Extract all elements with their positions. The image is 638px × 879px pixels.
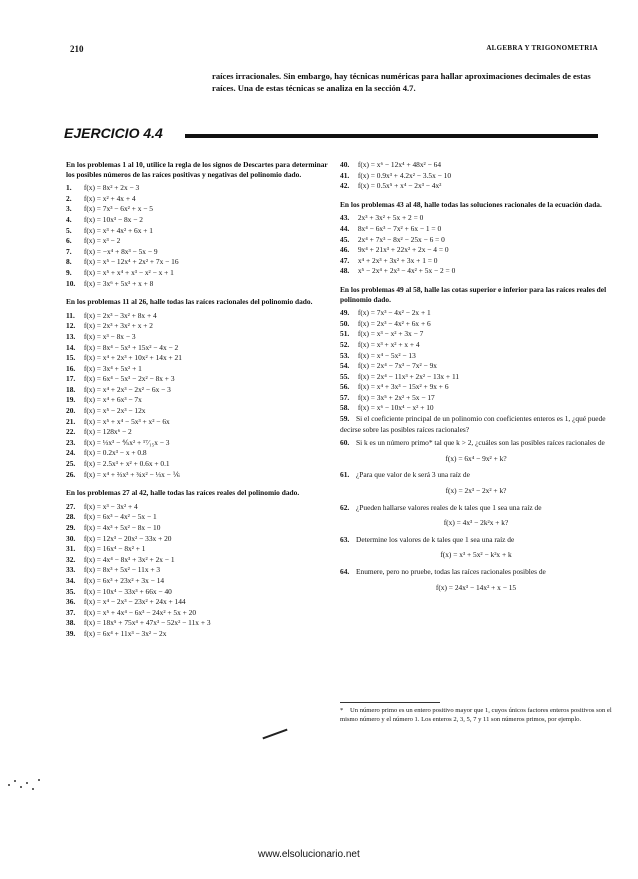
problem-item — [66, 332, 334, 343]
problem-number: 28. — [66, 512, 76, 522]
problem-formula: f(x) = 2x³ − 3x² + 8x + 4 — [83, 310, 157, 320]
problem-formula: f(x) = 0.9x³ + 4.2x² − 3.5x − 10 — [357, 170, 452, 180]
problem-item — [340, 351, 612, 362]
problem-formula: f(x) = 3x⁶ + 5x³ + x + 8 — [83, 278, 154, 288]
problem-number: 37. — [66, 607, 76, 617]
left-column — [66, 160, 334, 640]
problem-number: 35. — [66, 586, 76, 596]
problem-item — [66, 459, 334, 470]
problem-item — [66, 321, 334, 332]
block2-heading: En los problemas 11 al 26, halle todas las raíces racionales del polinomio dado. — [66, 297, 313, 307]
problem-formula: f(x) = 2x³ − 4x² + 6x + 6 — [357, 318, 431, 328]
problem-formula: f(x) = ⅓x³ − ⅘x² + ¹⁷⁄₁₅x − 3 — [83, 437, 170, 447]
problem-number: 46. — [340, 245, 350, 255]
page-number: 210 — [70, 44, 84, 54]
problem-formula: f(x) = 2.5x³ + x² + 0.6x + 0.1 — [83, 459, 170, 469]
problem-formula: f(x) = 128x⁶ − 2 — [83, 427, 132, 437]
problem-formula: f(x) = 2x⁴ − 11x³ + 2x² − 13x + 11 — [357, 371, 460, 381]
problem-63 — [340, 535, 612, 546]
problem-item — [66, 427, 334, 438]
problem-number: 53. — [340, 350, 350, 360]
problem-number: 5. — [66, 225, 72, 235]
problem-item — [66, 374, 334, 385]
problem-number: 27. — [66, 501, 76, 511]
problem-item — [340, 393, 612, 404]
problem-59 — [340, 414, 612, 435]
problem-number: 52. — [340, 339, 350, 349]
problem-item — [66, 438, 334, 449]
problem-number: 26. — [66, 469, 76, 479]
problem-number: 50. — [340, 318, 350, 328]
problem-number: 3. — [66, 204, 72, 214]
problem-item — [66, 194, 334, 205]
intro-paragraph: raíces irracionales. Sin embargo, hay técnicas numéricas para hallar aproximaciones decimales de estas raíces. Una de estas técnicas se analiza en la sección 4.7. — [212, 71, 591, 93]
problem-text: Enumere, pero no pruebe, todas las raíces racionales posibles de — [356, 567, 546, 576]
problem-number: 64. — [340, 567, 350, 576]
problem-formula: f(x) = x² + 4x + 4 — [83, 193, 136, 203]
problem-item — [66, 343, 334, 354]
problem-item — [340, 403, 612, 414]
problem-number: 11. — [66, 310, 75, 320]
problem-item — [66, 226, 334, 237]
problem-formula: f(x) = x³ − 8x − 3 — [83, 331, 136, 341]
problem-text: Si k es un número primo* tal que k > 2, ¿cuáles son las posibles raíces racionales de — [356, 438, 605, 448]
problem-formula: f(x) = 18x⁵ + 75x⁴ + 47x³ − 52x² − 11x + 3 — [83, 618, 211, 628]
problem-number: 54. — [340, 361, 350, 371]
problem-item — [340, 382, 612, 393]
problem-number: 29. — [66, 523, 76, 532]
problem-item — [66, 183, 334, 194]
block1-list — [66, 183, 334, 289]
problem-formula: f(x) = 0.2x³ − x + 0.8 — [83, 448, 147, 458]
block5-heading: En los problemas 49 al 58, halle las cotas superior e inferior para las raíces reales del polinomio dado. — [340, 284, 607, 304]
running-title: ALGEBRA Y TRIGONOMETRIA — [486, 44, 598, 52]
footnote-text: Un número primo es un entero positivo mayor que 1, cuyos únicos factores enteros positivos son el mismo número y el número 1. Los enteros 2, 3, 5, 7 y 11 son números primos, por ejemplo. — [340, 707, 612, 723]
problem-item — [66, 279, 334, 290]
problem-item — [66, 502, 334, 513]
problem-number: 13. — [66, 331, 76, 341]
problem-number: 7. — [66, 246, 72, 256]
pen-mark — [262, 729, 287, 740]
problem-formula: 8x⁴ − 6x³ − 7x² + 6x − 1 = 0 — [357, 223, 442, 233]
problem-number: 34. — [66, 575, 76, 585]
problem-text: ¿Pueden hallarse valores reales de k tales que 1 sea una raíz de — [356, 502, 542, 512]
problem-formula: f(x) = x⁴ + 2x³ + 10x² + 14x + 21 — [83, 353, 182, 363]
problem-number: 59. — [340, 414, 350, 424]
problem-number: 19. — [66, 395, 76, 405]
problem-item — [66, 385, 334, 396]
problem-number: 61. — [340, 470, 350, 480]
problem-number: 33. — [66, 565, 76, 575]
problem-formula: f(x) = 6x³ − 4x² − 5x − 1 — [83, 512, 157, 522]
problem-item — [66, 215, 334, 226]
right-column — [340, 160, 612, 599]
problem-item — [66, 268, 334, 279]
problem-formula: f(x) = x⁵ + x⁴ + x³ − x² − x + 1 — [83, 267, 174, 277]
problem-number: 32. — [66, 554, 76, 564]
problem-text: ¿Para que valor de k será 3 una raíz de — [356, 470, 470, 480]
problem-formula: f(x) = 12x³ − 20x² − 33x + 20 — [83, 533, 172, 543]
problem-number: 8. — [66, 257, 72, 267]
problem-item — [66, 395, 334, 406]
problem-formula: f(x) = x⁶ − 10x⁴ − x² + 10 — [357, 403, 434, 413]
problem-number: 20. — [66, 406, 76, 416]
problem-number: 45. — [340, 234, 350, 244]
problem-number: 57. — [340, 392, 350, 402]
problem-formula: f(x) = x³ − x² + 3x − 7 — [357, 329, 424, 339]
problem-number: 58. — [340, 403, 350, 413]
problem-text: Si el coeficiente principal de un polinomio con coeficientes enteros es 1, ¿qué puede decirse sobre las posibles raíces racionales? — [340, 414, 606, 434]
exercise-title-rule — [185, 134, 598, 138]
problem-item — [340, 266, 612, 277]
problem-formula: x⁴ + 2x³ + 3x² + 3x + 1 = 0 — [357, 255, 438, 265]
block3-heading: En los problemas 27 al 42, halle todas las raíces reales del polinomio dado. — [66, 488, 300, 498]
top-problems-list — [340, 160, 612, 192]
problem-63-equation: f(x) = x³ + 5x² − k²x + k — [440, 550, 512, 560]
block1-heading: En los problemas 1 al 10, utilice la regla de los signos de Descartes para determinar los posibles números de las raíces positivas y negativas del polinomio dado. — [66, 160, 328, 179]
problem-item — [340, 224, 612, 235]
block3-list — [66, 502, 334, 640]
problem-formula: f(x) = 3x⁴ + 5x² + 1 — [83, 363, 142, 373]
problem-item — [66, 364, 334, 375]
problem-item — [66, 544, 334, 555]
problem-formula: f(x) = x⁴ − 2x³ − 23x² + 24x + 144 — [83, 597, 186, 607]
problem-formula: f(x) = x³ − 3x² + 4 — [83, 501, 138, 511]
problem-item — [340, 213, 612, 224]
problem-formula: f(x) = 3x⁵ + 2x² + 5x − 17 — [357, 392, 435, 402]
problem-number: 12. — [66, 321, 76, 331]
problem-number: 43. — [340, 213, 350, 223]
problem-formula: f(x) = x⁵ − 12x⁴ + 2x² + 7x − 16 — [83, 257, 179, 267]
problem-item — [66, 555, 334, 566]
problem-64 — [340, 567, 612, 578]
problem-formula: f(x) = x⁵ − 2x³ − 12x — [83, 406, 146, 416]
problem-number: 60. — [340, 438, 350, 448]
problem-formula: f(x) = x⁴ + 6x³ − 7x — [83, 395, 142, 405]
problem-formula: f(x) = x⁴ − 5x² − 13 — [357, 350, 416, 360]
problem-formula: 2x³ + 3x² + 5x + 2 = 0 — [357, 213, 424, 223]
block4-list — [340, 213, 612, 277]
problem-formula: f(x) = 2x⁴ − 7x³ − 7x² − 9x — [357, 361, 437, 371]
problem-number: 55. — [340, 371, 350, 381]
problem-item — [340, 181, 612, 192]
problem-number: 48. — [340, 266, 350, 276]
problem-61 — [340, 470, 612, 481]
problem-60-equation: f(x) = 6x⁴ − 9x² + k? — [445, 453, 507, 463]
problem-formula: f(x) = 8x⁴ − 5x³ + 15x² − 4x − 2 — [83, 342, 179, 352]
problem-item — [66, 629, 334, 640]
problem-number: 10. — [66, 278, 76, 288]
problem-item — [66, 608, 334, 619]
problem-formula: f(x) = 0.5x⁵ + x⁴ − 2x³ − 4x² — [357, 181, 442, 191]
problem-item — [340, 160, 612, 171]
problem-formula: f(x) = 10x³ − 8x − 2 — [83, 214, 143, 224]
problem-item — [340, 308, 612, 319]
problem-item — [340, 235, 612, 246]
problem-item — [66, 618, 334, 629]
problem-item — [66, 448, 334, 459]
problem-formula: f(x) = x⁶ − 12x⁴ + 48x² − 64 — [357, 160, 442, 169]
problem-number: 63. — [340, 534, 350, 544]
problem-number: 38. — [66, 618, 76, 628]
problem-item — [66, 353, 334, 364]
problem-text: Determine los valores de k tales que 1 sea una raíz de — [356, 534, 515, 544]
problem-number: 22. — [66, 427, 76, 437]
footnote-star: * — [340, 707, 344, 714]
problem-number: 36. — [66, 597, 76, 607]
problem-number: 51. — [340, 329, 350, 339]
problem-formula: 2x⁴ + 7x³ − 8x² − 25x − 6 = 0 — [357, 234, 445, 244]
problem-formula: f(x) = 8x² + 2x − 3 — [83, 183, 140, 193]
problem-formula: f(x) = 16x⁴ − 8x² + 1 — [83, 544, 146, 554]
footnote-rule — [340, 702, 440, 703]
problem-number: 62. — [340, 502, 350, 512]
problem-61-equation: f(x) = 2x³ − 2x² + k? — [445, 486, 507, 496]
problem-item — [66, 236, 334, 247]
problem-number: 23. — [66, 437, 76, 447]
problem-formula: f(x) = x⁴ + 2x³ − 2x² − 6x − 3 — [83, 384, 171, 394]
problem-item — [66, 247, 334, 258]
problem-item — [66, 512, 334, 523]
problem-formula: f(x) = 4x⁴ − 8x³ + 3x² + 2x − 1 — [83, 554, 175, 564]
problem-formula: f(x) = x³ + x² + x + 4 — [357, 339, 420, 349]
problem-number: 14. — [66, 342, 76, 352]
problem-62 — [340, 503, 612, 514]
problem-60 — [340, 438, 612, 449]
scan-specks — [6, 776, 46, 796]
problem-number: 47. — [340, 255, 350, 265]
problem-item — [66, 406, 334, 417]
problem-number: 1. — [66, 183, 72, 193]
problem-item — [66, 417, 334, 428]
problem-64-equation: f(x) = 24x³ − 14x² + x − 15 — [435, 582, 517, 592]
problem-item — [66, 597, 334, 608]
problem-item — [66, 257, 334, 268]
problem-number: 6. — [66, 236, 72, 246]
problem-formula: f(x) = 4x³ + 5x² − 8x − 10 — [83, 523, 161, 532]
problem-formula: f(x) = x³ − 2 — [83, 236, 121, 246]
problem-item — [66, 587, 334, 598]
problem-item — [66, 565, 334, 576]
problem-formula: f(x) = 10x⁴ − 33x³ + 66x − 40 — [83, 586, 172, 596]
problem-formula: f(x) = x³ + 4x² + 6x + 1 — [83, 225, 153, 235]
problem-number: 9. — [66, 267, 72, 277]
block5-list — [340, 308, 612, 414]
problem-formula: f(x) = x⁵ + 4x⁴ − 6x³ − 24x² + 5x + 20 — [83, 607, 197, 617]
problem-item — [340, 319, 612, 330]
problem-item — [340, 245, 612, 256]
problem-number: 39. — [66, 628, 76, 638]
problem-number: 41. — [340, 170, 350, 180]
problem-formula: f(x) = 7x³ − 4x² − 2x + 1 — [357, 308, 431, 318]
problem-item — [66, 204, 334, 215]
exercise-title: EJERCICIO 4.4 — [64, 125, 163, 141]
problem-item — [340, 329, 612, 340]
problem-formula: f(x) = x⁴ + ⅔x³ + ¾x² − ⅓x − ⅙ — [83, 469, 180, 479]
problem-item — [340, 361, 612, 372]
problem-number: 15. — [66, 353, 76, 363]
problem-item — [66, 311, 334, 322]
problem-number: 24. — [66, 448, 76, 458]
problem-number: 16. — [66, 363, 76, 373]
problem-number: 2. — [66, 193, 72, 203]
problem-item — [66, 523, 334, 534]
problem-formula: f(x) = x⁵ + x⁴ − 5x³ + x² − 6x — [83, 416, 170, 426]
problem-number: 18. — [66, 384, 76, 394]
problem-formula: f(x) = 2x³ + 3x² + x + 2 — [83, 321, 153, 331]
problem-item — [340, 372, 612, 383]
problem-formula: x⁵ − 2x⁴ + 2x³ − 4x² + 5x − 2 = 0 — [357, 266, 456, 276]
problem-number: 30. — [66, 533, 76, 543]
problem-item — [66, 470, 334, 481]
problem-number: 56. — [340, 382, 350, 392]
problem-number: 21. — [66, 416, 76, 426]
problem-formula: f(x) = 6x³ + 23x² + 3x − 14 — [83, 575, 165, 585]
problem-item — [340, 256, 612, 267]
problem-item — [340, 171, 612, 182]
problem-number: 42. — [340, 181, 350, 191]
problem-item — [340, 340, 612, 351]
problem-number: 44. — [340, 223, 350, 233]
footer-link[interactable]: www.elsolucionario.net — [258, 849, 360, 860]
block2-list — [66, 311, 334, 481]
problem-formula: 9x⁴ + 21x³ + 22x² + 2x − 4 = 0 — [357, 245, 449, 255]
problem-formula: f(x) = x⁴ + 3x³ − 15x² + 9x + 6 — [357, 382, 449, 392]
problem-number: 25. — [66, 459, 76, 469]
problem-formula: f(x) = 7x³ − 6x² + x − 5 — [83, 204, 153, 214]
problem-item — [66, 576, 334, 587]
problem-formula: f(x) = 8x³ + 5x² − 11x + 3 — [83, 565, 161, 575]
problem-number: 17. — [66, 374, 76, 384]
block4-heading: En los problemas 43 al 48, halle todas las soluciones racionales de la ecuación dada. — [340, 199, 602, 209]
footnote — [340, 707, 612, 724]
problem-number: 4. — [66, 214, 72, 224]
problem-formula: f(x) = 6x⁴ − 5x³ − 2x² − 8x + 3 — [83, 374, 175, 384]
problem-formula: f(x) = 6x⁴ + 11x³ − 3x² − 2x — [83, 628, 167, 638]
problem-number: 31. — [66, 544, 76, 554]
problem-item — [66, 534, 334, 545]
problem-number: 40. — [340, 160, 350, 169]
problem-number: 49. — [340, 308, 350, 318]
problem-62-equation: f(x) = 4x³ − 2k²x + k? — [443, 518, 509, 528]
problem-formula: f(x) = −x⁴ + 8x³ − 5x − 9 — [83, 246, 158, 256]
